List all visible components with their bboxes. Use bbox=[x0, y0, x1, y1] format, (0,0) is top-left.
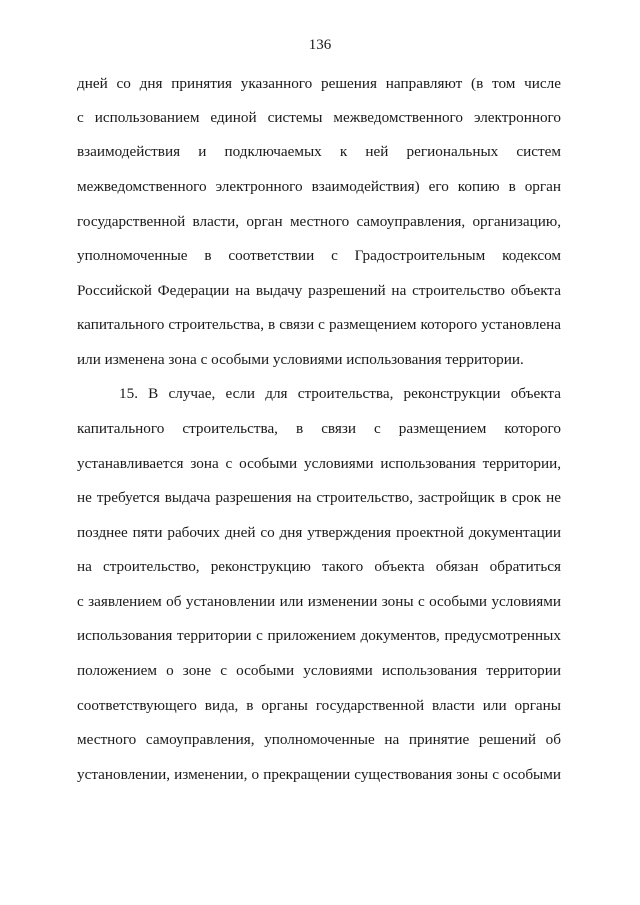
text-line: Российской Федерации на выдачу разрешений на строительство объекта bbox=[77, 282, 561, 299]
text-line: капитального строительства, в связи с размещением которого bbox=[77, 420, 561, 437]
text-line: взаимодействия и подключаемых к ней региональных систем bbox=[77, 143, 561, 160]
page-number: 136 bbox=[308, 37, 332, 53]
paragraph-start-line: 15. В случае, если для строительства, реконструкции объекта bbox=[119, 385, 561, 402]
text-line: соответствующего вида, в органы государственной власти или органы bbox=[77, 697, 561, 714]
text-line: установлении, изменении, о прекращении существования зоны с особыми bbox=[77, 766, 561, 783]
text-line: межведомственного электронного взаимодействия) его копию в орган bbox=[77, 178, 561, 195]
text-line: на строительство, реконструкцию такого объекта обязан обратиться bbox=[77, 558, 561, 575]
text-line: с заявлением об установлении или изменении зоны с особыми условиями bbox=[77, 593, 561, 610]
text-line: устанавливается зона с особыми условиями использования территории, bbox=[77, 455, 561, 472]
text-line: капитального строительства, в связи с размещением которого установлена bbox=[77, 316, 561, 333]
text-line: государственной власти, орган местного самоуправления, организацию, bbox=[77, 213, 561, 230]
text-line: уполномоченные в соответствии с Градостроительным кодексом bbox=[77, 247, 561, 264]
text-line: местного самоуправления, уполномоченные на принятие решений об bbox=[77, 731, 561, 748]
text-line: позднее пяти рабочих дней со дня утверждения проектной документации bbox=[77, 524, 561, 541]
text-line: или изменена зона с особыми условиями использования территории. bbox=[77, 351, 524, 368]
text-line: не требуется выдача разрешения на строительство, застройщик в срок не bbox=[77, 489, 561, 506]
text-line: положением о зоне с особыми условиями использования территории bbox=[77, 662, 561, 679]
text-line: использования территории с приложением документов, предусмотренных bbox=[77, 627, 561, 644]
text-line: с использованием единой системы межведомственного электронного bbox=[77, 109, 561, 126]
text-line: дней со дня принятия указанного решения направляют (в том числе bbox=[77, 75, 561, 92]
